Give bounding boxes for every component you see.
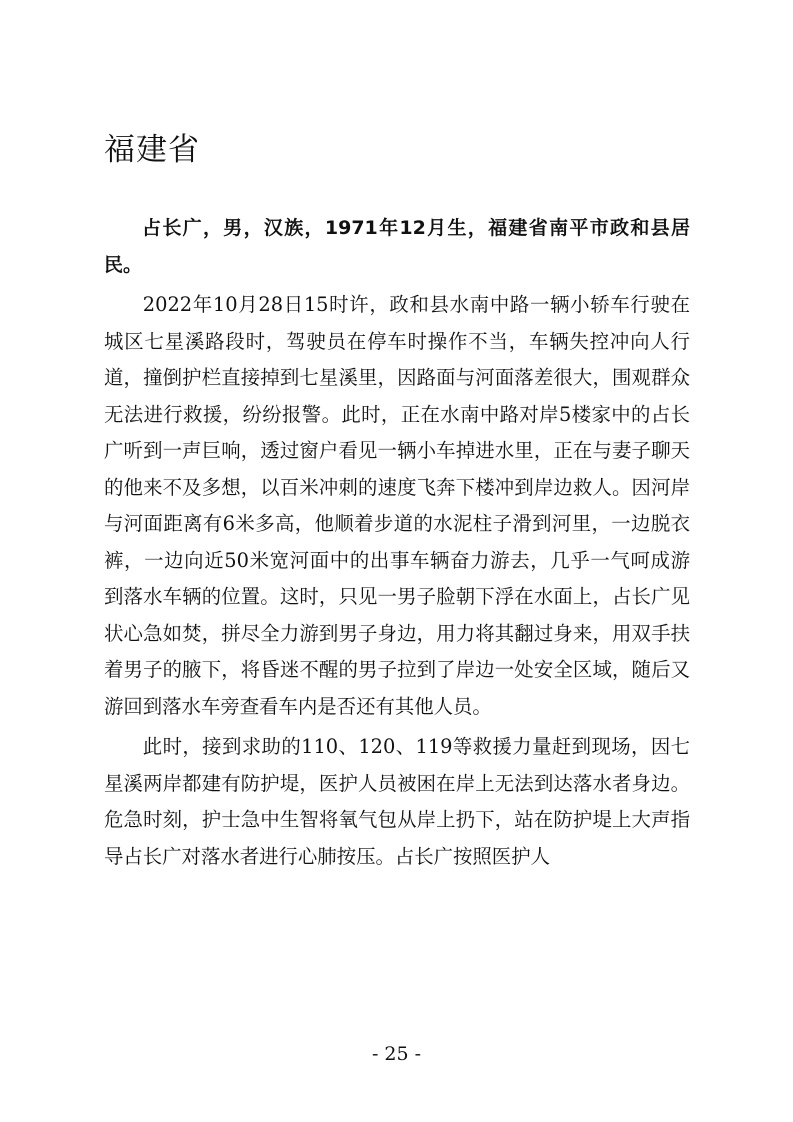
section-heading: 福建省 — [104, 132, 200, 168]
body-paragraph-rescue: 2022年10月28日15时许，政和县水南中路一辆小轿车行驶在城区七星溪路段时，驾驶员在停车时操作不当，车辆失控冲向人行道，撞倒护栏直接掉到七星溪里，因路面与河面落差很大，围观群众无法进行救援，纷纷报警。此时，正在水南中路对岸5楼家中的占长广听到一声巨响，透过窗户看见一辆小车掉进水里，正在与妻子聊天的他来不及多想，以百米冲刺的速度飞奔下楼冲到岸边救人。因河岸与河面距离有6米多高，他顺着步道的水泥柱子滑到河里，一边脱衣裤，一边向近50米宽河面中的出事车辆奋力游去，几乎一气呵成游到落水车辆的位置。这时，只见一男子脸朝下浮在水面上，占长广见状心急如焚，拼尽全力游到男子身边，用力将其翻过身来，用双手扶着男子的腋下，将昏迷不醒的男子拉到了岸边一处安全区域，随后又游回到落水车旁查看车内是否还有其他人员。 — [104, 293, 690, 718]
body-text — [104, 210, 690, 875]
page-number: - 25 - — [371, 1043, 422, 1065]
lead-paragraph: 占长广，男，汉族，1971年12月生，福建省南平市政和县居民。 — [104, 217, 690, 276]
body-paragraph-medical: 此时，接到求助的110、120、119等救援力量赶到现场，因七星溪两岸都建有防护堤，医护人员被困在岸上无法到达落水者身边。危急时刻，护士急中生智将氧气包从岸上扔下，站在防护堤上大声指导占长广对落水者进行心肺按压。占长广按照医护人 — [104, 735, 690, 868]
